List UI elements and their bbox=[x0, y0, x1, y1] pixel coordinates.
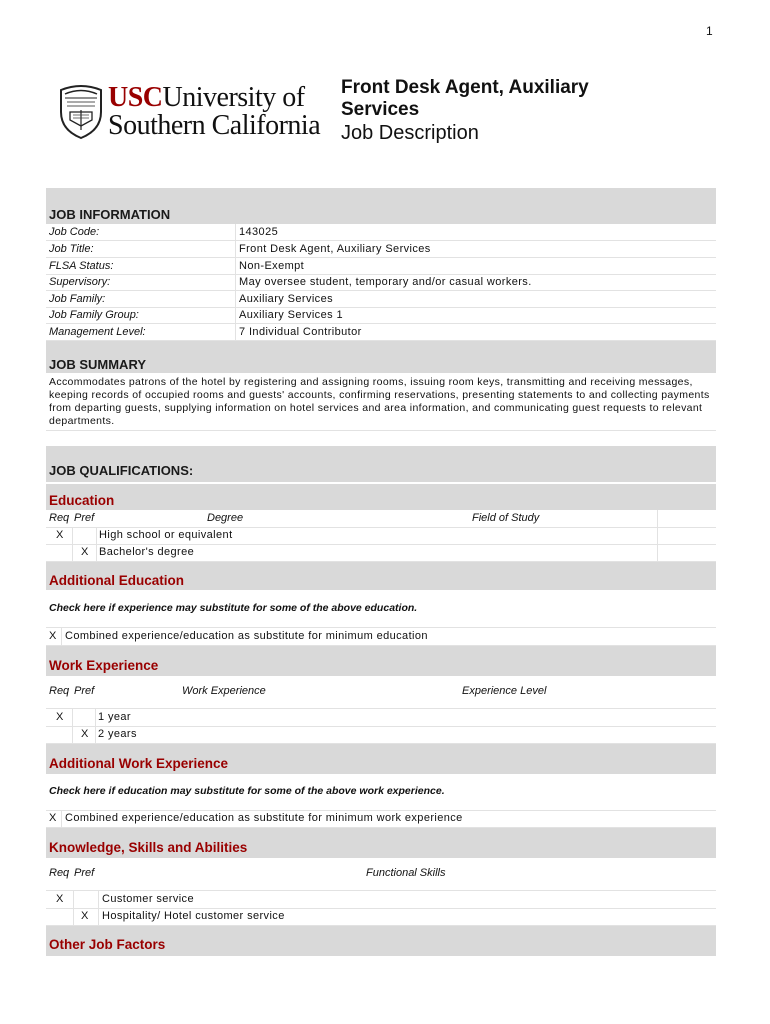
education-band bbox=[46, 484, 716, 510]
job-info-row: Job Title: Front Desk Agent, Auxiliary Services bbox=[46, 241, 716, 258]
ksa-col-divider bbox=[98, 891, 99, 925]
other-job-factors-heading: Other Job Factors bbox=[49, 937, 166, 952]
job-info-row: Management Level: 7 Individual Contributor bbox=[46, 324, 716, 341]
logo-line-1: USCUniversity of bbox=[108, 82, 305, 113]
usc-logo bbox=[58, 82, 328, 142]
job-info-row: Supervisory: May oversee student, temporary and/or casual workers. bbox=[46, 274, 716, 291]
work-experience-col-divider bbox=[72, 709, 73, 743]
work-experience-heading: Work Experience bbox=[49, 658, 159, 673]
work-experience-row: X 2 years bbox=[46, 726, 716, 744]
education-col-divider bbox=[657, 510, 658, 561]
document-title: Front Desk Agent, Auxiliary Services bbox=[341, 77, 589, 120]
additional-education-divider bbox=[61, 628, 62, 645]
logo-line-2: Southern California bbox=[108, 110, 321, 141]
work-experience-header-row: Req Pref Work Experience Experience Level bbox=[46, 676, 716, 709]
additional-work-experience-item-row: X Combined experience/education as substitute for minimum work experience bbox=[46, 810, 716, 828]
job-information-heading: JOB INFORMATION bbox=[49, 207, 171, 222]
additional-education-item-row: X Combined experience/education as substitute for minimum education bbox=[46, 628, 716, 646]
job-info-row: Job Family: Auxiliary Services bbox=[46, 291, 716, 308]
education-heading: Education bbox=[49, 493, 115, 508]
additional-education-heading: Additional Education bbox=[49, 573, 184, 588]
additional-work-experience-divider bbox=[61, 810, 62, 827]
job-summary-band bbox=[46, 341, 716, 373]
summary-divider bbox=[46, 430, 716, 431]
education-col-divider bbox=[72, 527, 73, 561]
education-col-divider bbox=[96, 527, 97, 561]
ksa-row: X Hospitality/ Hotel customer service bbox=[46, 908, 716, 926]
ksa-row: X Customer service bbox=[46, 891, 716, 909]
additional-work-experience-heading: Additional Work Experience bbox=[49, 756, 229, 771]
work-experience-row: X 1 year bbox=[46, 709, 716, 727]
education-row: X Bachelor's degree bbox=[46, 544, 716, 562]
job-info-row: Job Code: 143025 bbox=[46, 224, 716, 241]
job-info-row: Job Family Group: Auxiliary Services 1 bbox=[46, 307, 716, 324]
work-experience-col-divider bbox=[95, 709, 96, 743]
job-qualifications-heading: JOB QUALIFICATIONS: bbox=[49, 463, 194, 478]
job-summary-heading: JOB SUMMARY bbox=[49, 357, 147, 372]
additional-work-experience-check-row: Check here if education may substitute for some of the above work experience. bbox=[46, 774, 716, 811]
education-row: X High school or equivalent bbox=[46, 527, 716, 545]
additional-education-check-row: Check here if experience may substitute for some of the above education. bbox=[46, 591, 716, 628]
ksa-heading: Knowledge, Skills and Abilities bbox=[49, 840, 248, 855]
page-number: 1 bbox=[706, 24, 713, 38]
ksa-header-row: Req Pref Functional Skills bbox=[46, 858, 716, 891]
usc-seal-icon bbox=[58, 82, 104, 140]
job-summary-text: Accommodates patrons of the hotel by registering and assigning rooms, issuing room keys, transmitting and receiving messages, keeping records of occupied rooms and guests' accounts, confirming reservations, presenting statements to and collecting payments from departing guests, supplying information on hotel services and area information, and communicating guest requests to relevant departments. bbox=[49, 376, 710, 427]
ksa-col-divider bbox=[73, 891, 74, 925]
education-header-row: Req Pref Degree Field of Study bbox=[46, 510, 716, 528]
document-subtitle: Job Description bbox=[341, 122, 479, 144]
job-info-row: FLSA Status: Non-Exempt bbox=[46, 258, 716, 275]
